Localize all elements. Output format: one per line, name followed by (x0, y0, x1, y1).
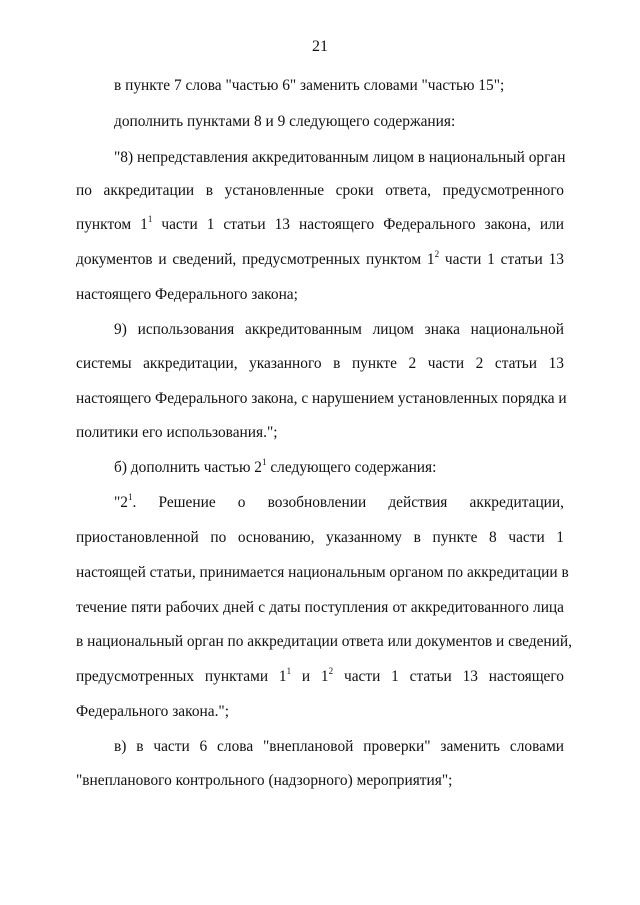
text-line: "8) непредставления аккредитованным лицом в национальный орган (114, 149, 566, 166)
superscript: 1 (262, 456, 267, 467)
text-line: в пункте 7 слова "частью 6" заменить словами "частью 15"; (114, 77, 505, 94)
superscript: 2 (328, 665, 334, 676)
text-line: настоящего Федерального закона, с нарушением установленных порядка и (76, 390, 567, 407)
text-line: приостановленной по основанию, указанному в пункте 8 части 1 (76, 529, 564, 546)
text-line: документов и сведений, предусмотренных пунктом $1^2$ части 1 статьи 13 (76, 248, 564, 268)
text-line: политики его использования."; (76, 424, 278, 441)
text-line: дополнить пунктами 8 и 9 следующего содержания: (114, 113, 456, 130)
text-line: в национальный орган по аккредитации ответа или документов и сведений, (76, 633, 572, 650)
text-line: настоящей статьи, принимается национальным органом по аккредитации в (76, 564, 569, 581)
text-line: пунктом $1^1$ части 1 статьи 13 настоящего Федерального закона, или (76, 213, 564, 233)
text-line: Федерального закона."; (76, 703, 229, 720)
superscript: 1 (127, 491, 133, 502)
text-line: "внепланового контрольного (надзорного) мероприятия"; (76, 772, 453, 789)
text-line: б) дополнить частью $2^1$ следующего содержания: (114, 456, 437, 476)
text-line: системы аккредитации, указанного в пункте 2 части 2 статьи 13 (76, 355, 564, 372)
text-line: предусмотренных пунктами $1^1$ и $1^2$ части 1 статьи 13 настоящего (76, 665, 564, 685)
text-line: по аккредитации в установленные сроки ответа, предусмотренного (76, 182, 564, 199)
superscript: 1 (147, 213, 153, 224)
text-line: "$2^1$. Решение о возобновлении действия аккредитации, (114, 491, 564, 511)
text-line: в) в части 6 слова "внеплановой проверки" заменить словами (114, 738, 564, 755)
text-line: течение пяти рабочих дней с даты поступления от аккредитованного лица (76, 599, 564, 616)
text-line: 9) использования аккредитованным лицом знака национальной (114, 321, 564, 338)
text-line: настоящего Федерального закона; (76, 286, 298, 303)
page-number: 21 (312, 38, 328, 55)
superscript: 1 (286, 665, 292, 676)
superscript: 2 (434, 248, 440, 259)
